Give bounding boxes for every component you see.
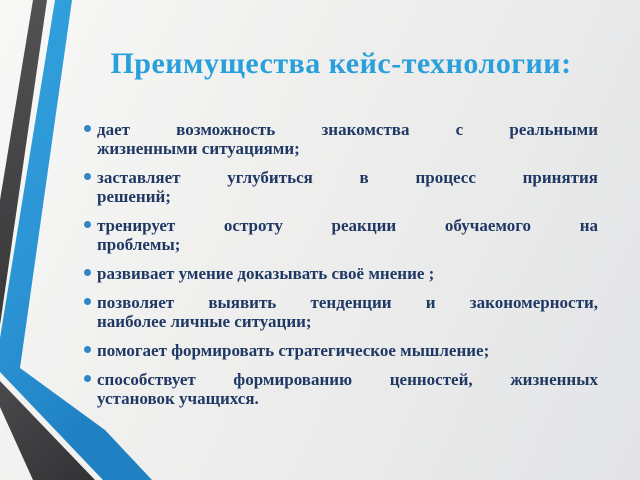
bullet-text-line: способствует формированию ценностей, жизненных <box>97 370 598 389</box>
bullet-dot-icon <box>84 125 91 132</box>
bullet-item <box>84 370 598 408</box>
bullet-item <box>84 293 598 331</box>
bullet-text-line: жизненными ситуациями; <box>97 139 300 158</box>
bullet-text-line: тренирует остроту реакции обучаемого на <box>97 216 598 235</box>
bullet-dot-icon <box>84 346 91 353</box>
bullet-dot-icon <box>84 298 91 305</box>
bullet-text-line: помогает формировать стратегическое мышление; <box>97 341 490 360</box>
bullet-item <box>84 120 598 158</box>
bullet-item <box>84 216 598 254</box>
bullet-dot-icon <box>84 269 91 276</box>
bullet-text-line: наиболее личные ситуации; <box>97 312 312 331</box>
bullet-dot-icon <box>84 173 91 180</box>
bullet-list <box>84 120 598 408</box>
bullet-text-line: проблемы; <box>97 235 181 254</box>
bullet-dot-icon <box>84 221 91 228</box>
bullet-dot-icon <box>84 375 91 382</box>
bullet-text-line: дает возможность знакомства с реальными <box>97 120 598 139</box>
bullet-item <box>84 264 598 283</box>
bullet-text-line: позволяет выявить тенденции и закономерности, <box>97 293 598 312</box>
bullet-item <box>84 341 598 360</box>
slide-content <box>84 46 598 418</box>
bullet-text-line: решений; <box>97 187 171 206</box>
slide-title: Преимущества кейс-технологии: <box>110 47 572 80</box>
bullet-item <box>84 168 598 206</box>
bullet-text-line: развивает умение доказывать своё мнение ; <box>97 264 435 283</box>
bullet-text-line: заставляет углубиться в процесс принятия <box>97 168 598 187</box>
bullet-text-line: установок учащихся. <box>97 389 259 408</box>
